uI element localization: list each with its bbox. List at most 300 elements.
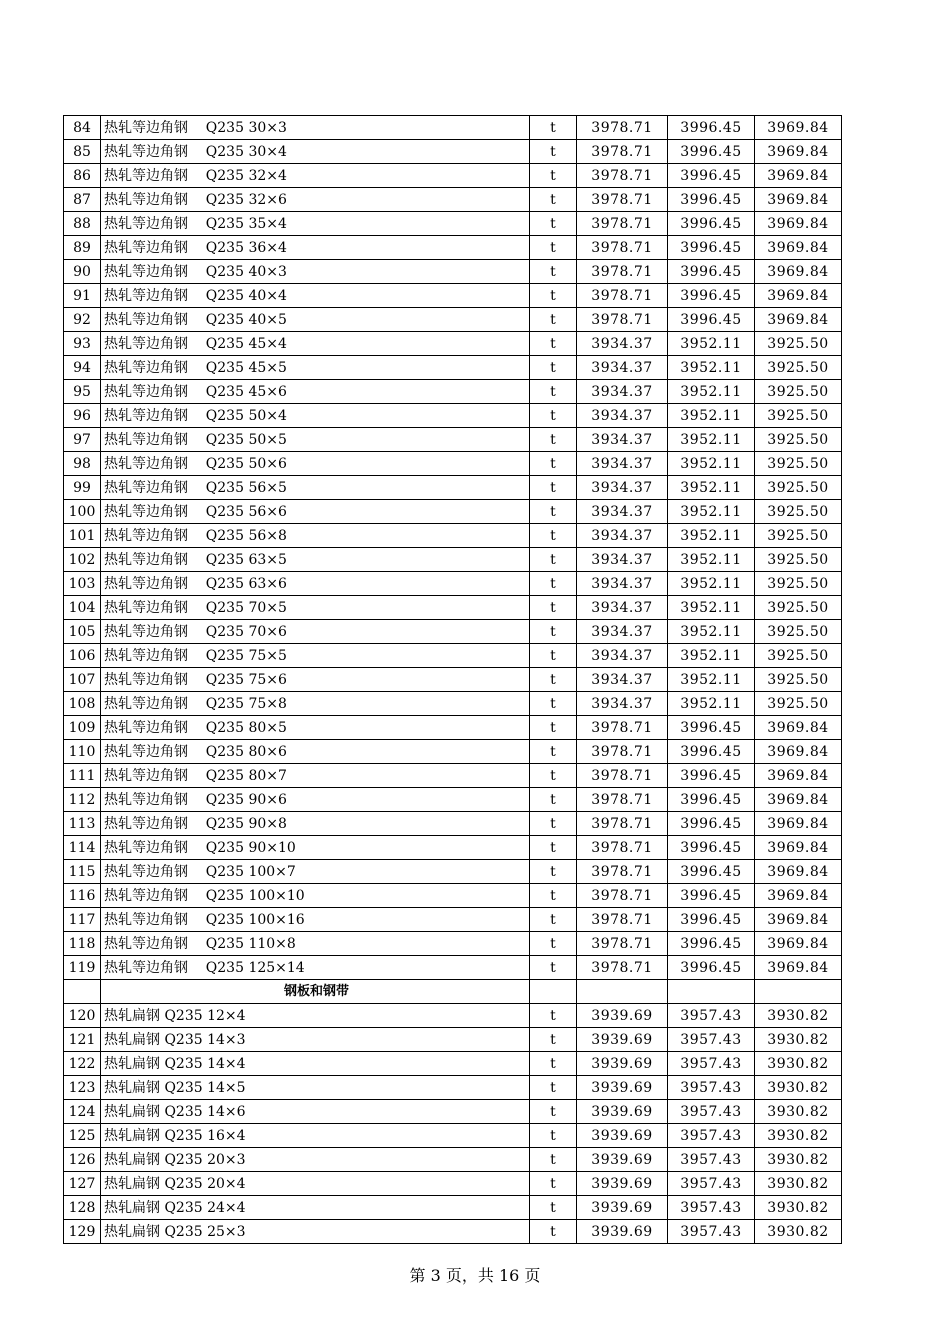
price-3-cell: 3969.84 xyxy=(755,884,842,908)
price-2-cell: 3952.11 xyxy=(668,548,755,572)
table-row xyxy=(64,500,842,524)
price-1-cell: 3934.37 xyxy=(577,644,668,668)
price-1-cell: 3978.71 xyxy=(577,308,668,332)
price-2-cell: 3996.45 xyxy=(668,164,755,188)
row-number-cell: 91 xyxy=(64,284,101,308)
material-name-cell: 热轧等边角钢 Q235 100×16 xyxy=(101,908,530,932)
unit-cell: t xyxy=(530,284,577,308)
material-name-cell: 热轧等边角钢 Q235 45×6 xyxy=(101,380,530,404)
row-number-cell: 123 xyxy=(64,1076,101,1100)
row-number-cell: 96 xyxy=(64,404,101,428)
table-row xyxy=(64,332,842,356)
table-row xyxy=(64,1004,842,1028)
price-2-cell: 3957.43 xyxy=(668,1196,755,1220)
price-3-cell: 3930.82 xyxy=(755,1124,842,1148)
price-3-cell: 3925.50 xyxy=(755,572,842,596)
table-row xyxy=(64,188,842,212)
unit-cell: t xyxy=(530,308,577,332)
table-row xyxy=(64,716,842,740)
row-number-cell: 113 xyxy=(64,812,101,836)
price-1-cell: 3934.37 xyxy=(577,524,668,548)
table-row xyxy=(64,1028,842,1052)
table-row xyxy=(64,620,842,644)
price-3-cell: 3969.84 xyxy=(755,212,842,236)
price-2-cell: 3957.43 xyxy=(668,1124,755,1148)
unit-cell: t xyxy=(530,1124,577,1148)
table-row xyxy=(64,140,842,164)
price-1-cell: 3934.37 xyxy=(577,476,668,500)
price-3-cell: 3969.84 xyxy=(755,236,842,260)
unit-cell: t xyxy=(530,836,577,860)
price-3-cell: 3925.50 xyxy=(755,356,842,380)
row-number-cell: 87 xyxy=(64,188,101,212)
price-table-body xyxy=(64,116,842,1244)
price-1-cell: 3978.71 xyxy=(577,884,668,908)
row-number-cell: 125 xyxy=(64,1124,101,1148)
price-1-cell: 3934.37 xyxy=(577,620,668,644)
unit-cell: t xyxy=(530,644,577,668)
price-1-cell: 3939.69 xyxy=(577,1220,668,1244)
price-2-cell: 3996.45 xyxy=(668,308,755,332)
table-row xyxy=(64,284,842,308)
row-number-cell: 98 xyxy=(64,452,101,476)
price-3-cell: 3925.50 xyxy=(755,644,842,668)
table-row xyxy=(64,644,842,668)
price-2-cell: 3996.45 xyxy=(668,140,755,164)
unit-cell: t xyxy=(530,1148,577,1172)
material-name-cell: 热轧等边角钢 Q235 40×4 xyxy=(101,284,530,308)
row-number-cell: 126 xyxy=(64,1148,101,1172)
price-1-cell: 3978.71 xyxy=(577,188,668,212)
price-1-cell: 3978.71 xyxy=(577,236,668,260)
price-1-cell: 3978.71 xyxy=(577,932,668,956)
price-1-cell: 3978.71 xyxy=(577,140,668,164)
row-number-cell: 94 xyxy=(64,356,101,380)
price-3-cell: 3969.84 xyxy=(755,812,842,836)
unit-cell: t xyxy=(530,716,577,740)
price-2-cell: 3952.11 xyxy=(668,500,755,524)
unit-cell: t xyxy=(530,764,577,788)
row-number-cell: 95 xyxy=(64,380,101,404)
table-row xyxy=(64,236,842,260)
material-name-cell: 热轧等边角钢 Q235 40×3 xyxy=(101,260,530,284)
price-1-cell: 3934.37 xyxy=(577,692,668,716)
row-number-cell: 102 xyxy=(64,548,101,572)
row-number-cell: 105 xyxy=(64,620,101,644)
price-3-cell: 3969.84 xyxy=(755,188,842,212)
material-name-cell: 热轧等边角钢 Q235 32×6 xyxy=(101,188,530,212)
table-row xyxy=(64,428,842,452)
price-3-cell: 3930.82 xyxy=(755,1196,842,1220)
price-1-cell: 3939.69 xyxy=(577,1124,668,1148)
price-1-cell: 3939.69 xyxy=(577,1196,668,1220)
row-number-cell: 90 xyxy=(64,260,101,284)
price-2-cell: 3957.43 xyxy=(668,1172,755,1196)
row-number-cell: 114 xyxy=(64,836,101,860)
material-name-cell: 热轧扁钢 Q235 14×3 xyxy=(101,1028,530,1052)
row-number-cell: 127 xyxy=(64,1172,101,1196)
price-3-cell: 3969.84 xyxy=(755,860,842,884)
row-number-cell: 129 xyxy=(64,1220,101,1244)
price-2-cell: 3952.11 xyxy=(668,620,755,644)
price-2-cell: 3996.45 xyxy=(668,212,755,236)
row-number-cell: 119 xyxy=(64,956,101,980)
row-number-cell: 100 xyxy=(64,500,101,524)
table-row xyxy=(64,740,842,764)
row-number-cell: 88 xyxy=(64,212,101,236)
price-3-cell: 3969.84 xyxy=(755,932,842,956)
material-name-cell: 热轧等边角钢 Q235 36×4 xyxy=(101,236,530,260)
material-name-cell: 热轧等边角钢 Q235 90×6 xyxy=(101,788,530,812)
price-1-cell: 3939.69 xyxy=(577,1148,668,1172)
price-3-cell: 3969.84 xyxy=(755,260,842,284)
table-row xyxy=(64,596,842,620)
material-name-cell: 热轧等边角钢 Q235 63×5 xyxy=(101,548,530,572)
price-1-cell: 3978.71 xyxy=(577,116,668,140)
table-row xyxy=(64,1076,842,1100)
price-2-cell: 3952.11 xyxy=(668,596,755,620)
row-number-cell: 111 xyxy=(64,764,101,788)
row-number-cell: 99 xyxy=(64,476,101,500)
row-number-cell: 118 xyxy=(64,932,101,956)
material-name-cell: 热轧等边角钢 Q235 100×7 xyxy=(101,860,530,884)
table-row xyxy=(64,692,842,716)
price-1-cell: 3978.71 xyxy=(577,764,668,788)
unit-cell: t xyxy=(530,428,577,452)
material-name-cell: 热轧等边角钢 Q235 56×8 xyxy=(101,524,530,548)
unit-cell: t xyxy=(530,740,577,764)
table-row xyxy=(64,1220,842,1244)
table-row xyxy=(64,764,842,788)
price-3-cell: 3930.82 xyxy=(755,1004,842,1028)
price-2-cell: 3952.11 xyxy=(668,332,755,356)
price-1-cell: 3978.71 xyxy=(577,956,668,980)
price-3-cell: 3925.50 xyxy=(755,668,842,692)
unit-cell: t xyxy=(530,668,577,692)
price-3-cell: 3969.84 xyxy=(755,716,842,740)
price-3-cell: 3930.82 xyxy=(755,1172,842,1196)
price-1-cell: 3978.71 xyxy=(577,908,668,932)
price-2-cell: 3952.11 xyxy=(668,668,755,692)
row-number-cell: 115 xyxy=(64,860,101,884)
unit-cell: t xyxy=(530,1196,577,1220)
table-row xyxy=(64,404,842,428)
material-name-cell: 热轧等边角钢 Q235 80×7 xyxy=(101,764,530,788)
material-name-cell: 热轧等边角钢 Q235 40×5 xyxy=(101,308,530,332)
unit-cell: t xyxy=(530,452,577,476)
table-row xyxy=(64,452,842,476)
row-number-cell: 109 xyxy=(64,716,101,740)
price-2-cell: 3996.45 xyxy=(668,836,755,860)
unit-cell: t xyxy=(530,500,577,524)
material-name-cell: 热轧等边角钢 Q235 80×5 xyxy=(101,716,530,740)
price-1-cell: 3934.37 xyxy=(577,452,668,476)
table-row xyxy=(64,476,842,500)
row-number-cell: 107 xyxy=(64,668,101,692)
material-name-cell: 热轧等边角钢 Q235 35×4 xyxy=(101,212,530,236)
material-name-cell: 热轧等边角钢 Q235 63×6 xyxy=(101,572,530,596)
row-number-cell: 117 xyxy=(64,908,101,932)
unit-cell: t xyxy=(530,356,577,380)
material-name-cell: 热轧等边角钢 Q235 45×5 xyxy=(101,356,530,380)
price-1-cell xyxy=(577,980,668,1004)
price-3-cell: 3925.50 xyxy=(755,332,842,356)
price-1-cell: 3978.71 xyxy=(577,812,668,836)
unit-cell xyxy=(530,980,577,1004)
price-3-cell: 3930.82 xyxy=(755,1076,842,1100)
material-name-cell: 热轧等边角钢 Q235 70×6 xyxy=(101,620,530,644)
material-name-cell: 热轧等边角钢 Q235 50×6 xyxy=(101,452,530,476)
unit-cell: t xyxy=(530,1076,577,1100)
unit-cell: t xyxy=(530,380,577,404)
price-3-cell: 3969.84 xyxy=(755,908,842,932)
price-1-cell: 3978.71 xyxy=(577,284,668,308)
price-3-cell: 3969.84 xyxy=(755,764,842,788)
price-2-cell: 3952.11 xyxy=(668,452,755,476)
price-2-cell: 3996.45 xyxy=(668,932,755,956)
table-row xyxy=(64,860,842,884)
price-1-cell: 3978.71 xyxy=(577,164,668,188)
material-name-cell: 热轧等边角钢 Q235 50×4 xyxy=(101,404,530,428)
row-number-cell: 84 xyxy=(64,116,101,140)
table-row xyxy=(64,548,842,572)
unit-cell: t xyxy=(530,956,577,980)
material-name-cell: 热轧等边角钢 Q235 100×10 xyxy=(101,884,530,908)
price-2-cell: 3957.43 xyxy=(668,1220,755,1244)
price-2-cell: 3996.45 xyxy=(668,812,755,836)
table-row xyxy=(64,1124,842,1148)
price-table xyxy=(63,115,842,1244)
price-3-cell: 3969.84 xyxy=(755,836,842,860)
price-1-cell: 3978.71 xyxy=(577,836,668,860)
material-name-cell: 热轧等边角钢 Q235 56×6 xyxy=(101,500,530,524)
price-3-cell: 3930.82 xyxy=(755,1052,842,1076)
unit-cell: t xyxy=(530,332,577,356)
material-name-cell: 热轧等边角钢 Q235 75×8 xyxy=(101,692,530,716)
price-2-cell: 3952.11 xyxy=(668,404,755,428)
unit-cell: t xyxy=(530,812,577,836)
page-footer: 第 3 页，共 16 页 xyxy=(409,1266,541,1285)
price-1-cell: 3939.69 xyxy=(577,1076,668,1100)
price-1-cell: 3934.37 xyxy=(577,596,668,620)
table-row xyxy=(64,956,842,980)
table-row xyxy=(64,884,842,908)
price-1-cell: 3934.37 xyxy=(577,500,668,524)
unit-cell: t xyxy=(530,524,577,548)
unit-cell: t xyxy=(530,188,577,212)
price-3-cell: 3925.50 xyxy=(755,620,842,644)
table-row xyxy=(64,356,842,380)
price-3-cell: 3925.50 xyxy=(755,428,842,452)
price-2-cell: 3996.45 xyxy=(668,260,755,284)
price-2-cell: 3952.11 xyxy=(668,476,755,500)
row-number-cell: 110 xyxy=(64,740,101,764)
price-2-cell: 3996.45 xyxy=(668,236,755,260)
row-number-cell: 104 xyxy=(64,596,101,620)
row-number-cell: 124 xyxy=(64,1100,101,1124)
price-3-cell: 3925.50 xyxy=(755,476,842,500)
material-name-cell: 热轧等边角钢 Q235 50×5 xyxy=(101,428,530,452)
price-1-cell: 3978.71 xyxy=(577,788,668,812)
price-2-cell xyxy=(668,980,755,1004)
price-3-cell: 3969.84 xyxy=(755,164,842,188)
table-row xyxy=(64,908,842,932)
price-3-cell xyxy=(755,980,842,1004)
unit-cell: t xyxy=(530,1220,577,1244)
price-2-cell: 3952.11 xyxy=(668,428,755,452)
price-3-cell: 3930.82 xyxy=(755,1100,842,1124)
table-row xyxy=(64,836,842,860)
price-3-cell: 3925.50 xyxy=(755,452,842,476)
price-3-cell: 3930.82 xyxy=(755,1028,842,1052)
row-number-cell: 120 xyxy=(64,1004,101,1028)
table-row xyxy=(64,524,842,548)
table-row xyxy=(64,1196,842,1220)
material-name-cell: 热轧等边角钢 Q235 80×6 xyxy=(101,740,530,764)
section-header-row xyxy=(64,980,842,1004)
unit-cell: t xyxy=(530,1052,577,1076)
price-3-cell: 3925.50 xyxy=(755,548,842,572)
price-1-cell: 3939.69 xyxy=(577,1052,668,1076)
unit-cell: t xyxy=(530,932,577,956)
price-2-cell: 3957.43 xyxy=(668,1004,755,1028)
row-number-cell: 92 xyxy=(64,308,101,332)
price-3-cell: 3925.50 xyxy=(755,596,842,620)
unit-cell: t xyxy=(530,1100,577,1124)
table-row xyxy=(64,812,842,836)
unit-cell: t xyxy=(530,116,577,140)
unit-cell: t xyxy=(530,212,577,236)
row-number-cell: 121 xyxy=(64,1028,101,1052)
price-2-cell: 3952.11 xyxy=(668,644,755,668)
unit-cell: t xyxy=(530,1028,577,1052)
row-number-cell: 93 xyxy=(64,332,101,356)
material-name-cell: 热轧等边角钢 Q235 70×5 xyxy=(101,596,530,620)
price-2-cell: 3957.43 xyxy=(668,1076,755,1100)
price-2-cell: 3952.11 xyxy=(668,692,755,716)
price-3-cell: 3925.50 xyxy=(755,524,842,548)
material-name-cell: 热轧等边角钢 Q235 110×8 xyxy=(101,932,530,956)
price-3-cell: 3930.82 xyxy=(755,1220,842,1244)
table-row xyxy=(64,116,842,140)
material-name-cell: 热轧扁钢 Q235 14×5 xyxy=(101,1076,530,1100)
price-2-cell: 3952.11 xyxy=(668,524,755,548)
price-2-cell: 3952.11 xyxy=(668,356,755,380)
unit-cell: t xyxy=(530,860,577,884)
unit-cell: t xyxy=(530,1004,577,1028)
material-name-cell: 热轧扁钢 Q235 24×4 xyxy=(101,1196,530,1220)
price-3-cell: 3925.50 xyxy=(755,380,842,404)
price-2-cell: 3996.45 xyxy=(668,908,755,932)
row-number-cell: 116 xyxy=(64,884,101,908)
material-name-cell: 热轧扁钢 Q235 14×4 xyxy=(101,1052,530,1076)
price-1-cell: 3934.37 xyxy=(577,428,668,452)
price-1-cell: 3978.71 xyxy=(577,740,668,764)
unit-cell: t xyxy=(530,596,577,620)
material-name-cell: 热轧等边角钢 Q235 90×10 xyxy=(101,836,530,860)
price-1-cell: 3978.71 xyxy=(577,860,668,884)
unit-cell: t xyxy=(530,140,577,164)
price-1-cell: 3939.69 xyxy=(577,1004,668,1028)
price-2-cell: 3996.45 xyxy=(668,788,755,812)
material-name-cell: 热轧扁钢 Q235 16×4 xyxy=(101,1124,530,1148)
price-2-cell: 3957.43 xyxy=(668,1148,755,1172)
price-1-cell: 3934.37 xyxy=(577,668,668,692)
table-row xyxy=(64,932,842,956)
row-number-cell: 97 xyxy=(64,428,101,452)
price-2-cell: 3957.43 xyxy=(668,1052,755,1076)
row-number-cell: 108 xyxy=(64,692,101,716)
material-name-cell: 热轧等边角钢 Q235 30×3 xyxy=(101,116,530,140)
table-row xyxy=(64,380,842,404)
material-name-cell: 热轧扁钢 Q235 12×4 xyxy=(101,1004,530,1028)
table-row xyxy=(64,308,842,332)
price-2-cell: 3996.45 xyxy=(668,188,755,212)
row-number-cell: 103 xyxy=(64,572,101,596)
price-1-cell: 3939.69 xyxy=(577,1172,668,1196)
price-1-cell: 3934.37 xyxy=(577,548,668,572)
unit-cell: t xyxy=(530,908,577,932)
table-row xyxy=(64,212,842,236)
price-1-cell: 3978.71 xyxy=(577,212,668,236)
material-name-cell: 热轧等边角钢 Q235 30×4 xyxy=(101,140,530,164)
price-1-cell: 3934.37 xyxy=(577,380,668,404)
table-row xyxy=(64,1100,842,1124)
row-number-cell: 112 xyxy=(64,788,101,812)
unit-cell: t xyxy=(530,620,577,644)
price-2-cell: 3996.45 xyxy=(668,956,755,980)
material-name-cell: 热轧等边角钢 Q235 45×4 xyxy=(101,332,530,356)
table-row xyxy=(64,788,842,812)
price-2-cell: 3952.11 xyxy=(668,380,755,404)
price-2-cell: 3996.45 xyxy=(668,860,755,884)
material-name-cell: 热轧扁钢 Q235 25×3 xyxy=(101,1220,530,1244)
price-3-cell: 3969.84 xyxy=(755,740,842,764)
material-name-cell: 热轧等边角钢 Q235 56×5 xyxy=(101,476,530,500)
row-number-cell: 89 xyxy=(64,236,101,260)
price-2-cell: 3996.45 xyxy=(668,764,755,788)
unit-cell: t xyxy=(530,164,577,188)
price-2-cell: 3996.45 xyxy=(668,716,755,740)
table-row xyxy=(64,260,842,284)
price-1-cell: 3934.37 xyxy=(577,332,668,356)
price-2-cell: 3952.11 xyxy=(668,572,755,596)
price-3-cell: 3925.50 xyxy=(755,404,842,428)
price-3-cell: 3969.84 xyxy=(755,284,842,308)
unit-cell: t xyxy=(530,476,577,500)
price-1-cell: 3934.37 xyxy=(577,572,668,596)
price-3-cell: 3930.82 xyxy=(755,1148,842,1172)
price-2-cell: 3996.45 xyxy=(668,884,755,908)
row-number-cell: 106 xyxy=(64,644,101,668)
row-number-cell: 86 xyxy=(64,164,101,188)
price-3-cell: 3969.84 xyxy=(755,140,842,164)
price-2-cell: 3957.43 xyxy=(668,1028,755,1052)
unit-cell: t xyxy=(530,572,577,596)
table-row xyxy=(64,1148,842,1172)
price-1-cell: 3934.37 xyxy=(577,356,668,380)
material-name-cell: 热轧扁钢 Q235 20×3 xyxy=(101,1148,530,1172)
unit-cell: t xyxy=(530,788,577,812)
material-name-cell: 热轧等边角钢 Q235 75×5 xyxy=(101,644,530,668)
row-number-cell: 128 xyxy=(64,1196,101,1220)
price-3-cell: 3969.84 xyxy=(755,788,842,812)
row-number-cell: 101 xyxy=(64,524,101,548)
price-1-cell: 3978.71 xyxy=(577,260,668,284)
table-row xyxy=(64,668,842,692)
unit-cell: t xyxy=(530,404,577,428)
material-name-cell: 热轧等边角钢 Q235 32×4 xyxy=(101,164,530,188)
